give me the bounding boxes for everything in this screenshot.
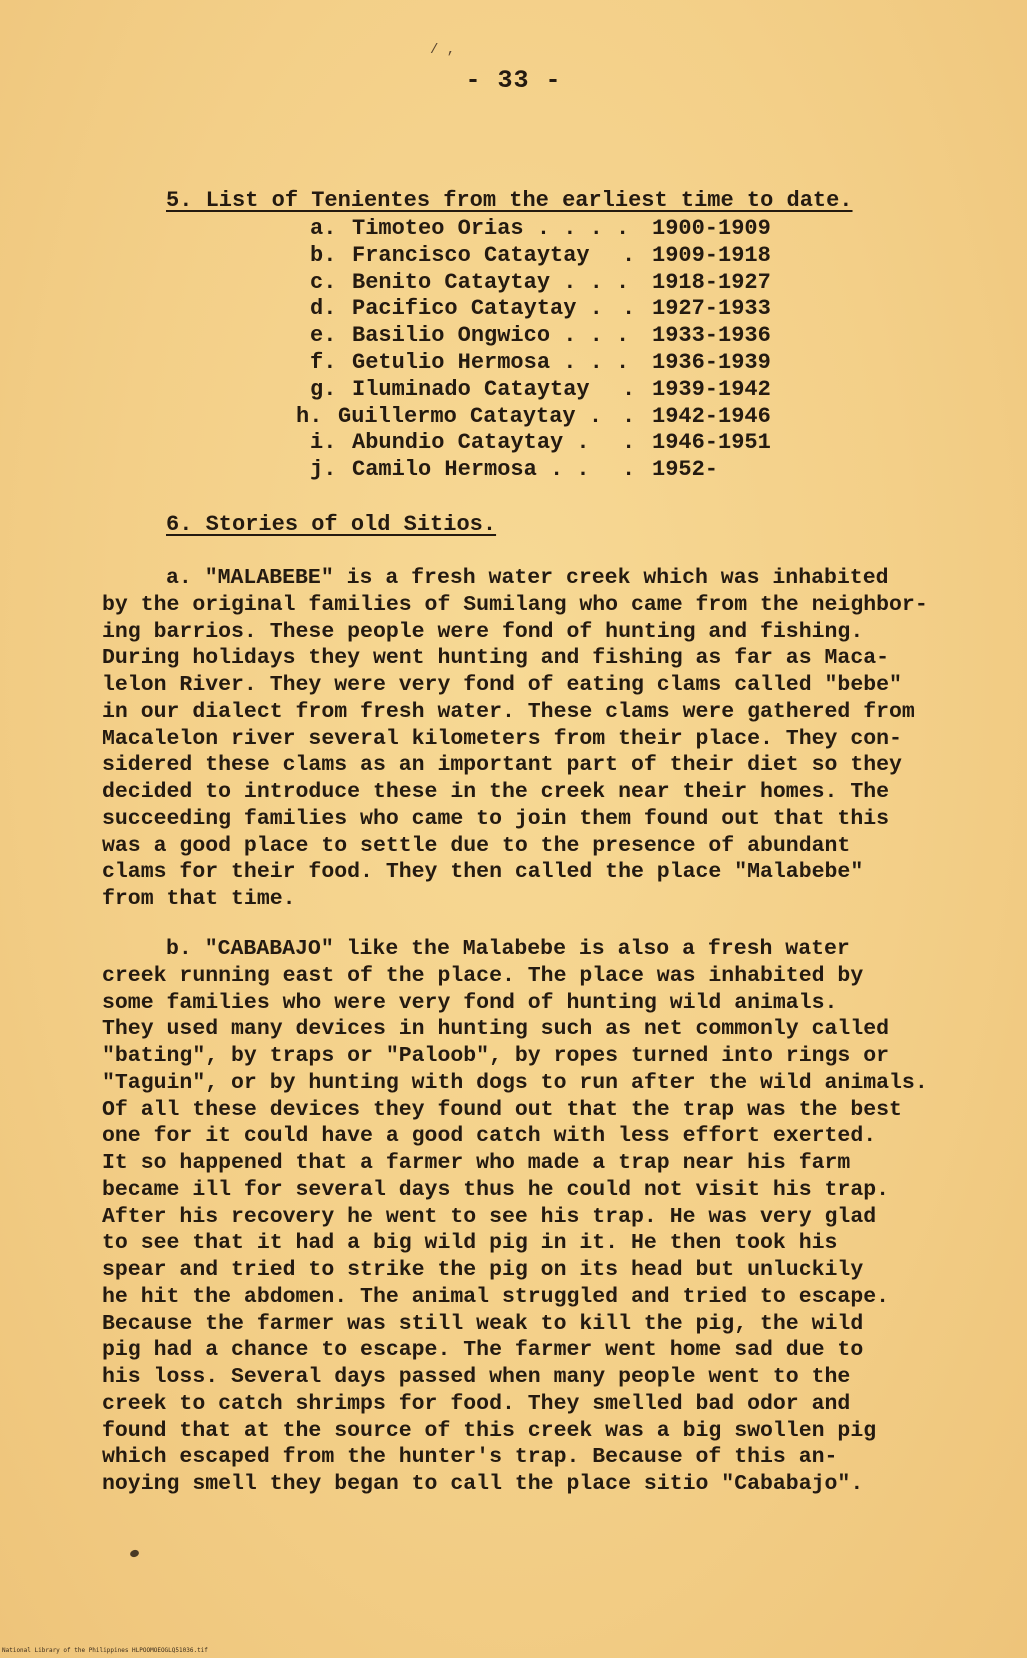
term-years: 1933-1936	[652, 323, 771, 349]
item-letter: e.	[310, 323, 337, 349]
leader-dot	[622, 270, 652, 297]
story-line: to see that it had a big wild pig in it. He then took his	[102, 1231, 838, 1256]
term-years: 1952-	[652, 457, 719, 483]
story-line: "Taguin", or by hunting with dogs to run after the wild animals.	[102, 1070, 928, 1095]
item-letter: d.	[310, 296, 337, 322]
list-item	[310, 350, 771, 377]
story-line: from that time.	[102, 887, 296, 911]
story-line: ing barrios. These people were fond of hunting and fishing.	[102, 619, 864, 644]
section-5-heading: 5. List of Tenientes from the earliest time to date.	[166, 188, 853, 213]
list-item	[310, 216, 771, 243]
item-letter: j.	[310, 457, 337, 483]
item-letter: b.	[310, 242, 337, 268]
item-letter: g.	[310, 376, 337, 402]
list-item	[310, 430, 771, 457]
story-malabebe	[102, 565, 928, 913]
leader-dot	[622, 323, 652, 350]
leader-dot: .	[622, 430, 636, 456]
term-years: 1939-1942	[652, 376, 771, 402]
leader-dot	[622, 216, 652, 243]
story-line: It so happened that a farmer who made a trap near his farm	[102, 1151, 851, 1175]
teniente-name: Iluminado Cataytay	[352, 376, 590, 402]
teniente-name: Guillermo Cataytay .	[338, 403, 603, 429]
story-line: noying smell they began to call the place sitio "Cababajo".	[102, 1472, 864, 1496]
teniente-name: Basilio Ongwico . . .	[352, 323, 630, 349]
ink-blot	[129, 1549, 140, 1559]
story-line: some families who were very fond of hunting wild animals.	[102, 990, 838, 1015]
list-item	[310, 243, 771, 270]
teniente-name: Francisco Cataytay	[352, 242, 590, 268]
list-item	[310, 296, 771, 323]
scan-footer: National Library of the Philippines HLPOOMOEOGLQ51036.tif	[2, 1647, 208, 1654]
leader-dot: .	[622, 242, 636, 268]
item-letter: c.	[310, 269, 337, 295]
leader-dot: .	[622, 296, 636, 322]
item-letter: a.	[310, 216, 337, 241]
story-line: After his recovery he went to see his trap. He was very glad	[102, 1204, 877, 1229]
story-cababajo	[102, 936, 928, 1498]
leader-dot: .	[622, 457, 636, 483]
story-line: he hit the abdomen. The animal struggled and tried to escape.	[102, 1284, 890, 1309]
term-years: 1927-1933	[652, 296, 771, 322]
teniente-name: Abundio Cataytay .	[352, 430, 590, 456]
story-line: During holidays they went hunting and fishing as far as Maca-	[102, 646, 890, 671]
story-line: Of all these devices they found out that the trap was the best	[102, 1097, 902, 1122]
page-number: - 33 -	[465, 66, 562, 95]
story-line: Because the farmer was still weak to kill the pig, the wild	[102, 1311, 864, 1336]
term-years: 1900-1909	[652, 216, 771, 241]
story-line: sidered these clams as an important part of their diet so they	[102, 753, 902, 778]
list-item	[310, 270, 771, 297]
story-line: became ill for several days thus he could not visit his trap.	[102, 1177, 890, 1202]
story-line: which escaped from the hunter's trap. Because of this an-	[102, 1445, 838, 1470]
item-letter: f.	[310, 349, 337, 375]
story-line	[102, 565, 928, 592]
story-line: Macalelon river several kilometers from their place. They con-	[102, 726, 902, 751]
story-line: spear and tried to strike the pig on its head but unluckily	[102, 1258, 864, 1282]
leader-dot: .	[622, 376, 636, 402]
item-letter: h.	[296, 403, 323, 429]
story-line: creek to catch shrimps for food. They smelled bad odor and	[102, 1391, 851, 1416]
story-line: his loss. Several days passed when many people went to the	[102, 1365, 851, 1389]
story-line: found that at the source of this creek was a big swollen pig	[102, 1418, 877, 1443]
teniente-list	[296, 216, 771, 484]
list-item	[310, 323, 771, 350]
story-line: succeeding families who came to join them found out that this	[102, 806, 890, 831]
pencil-marks: / ,	[430, 42, 456, 58]
term-years: 1946-1951	[652, 430, 771, 456]
story-line	[102, 936, 928, 963]
list-item	[296, 403, 771, 431]
story-line: one for it could have a good catch with less effort exerted.	[102, 1124, 877, 1149]
teniente-name: Pacifico Cataytay .	[352, 296, 603, 322]
story-line: lelon River. They were very fond of eating clams called "bebe"	[102, 673, 902, 697]
list-item	[310, 457, 771, 484]
item-letter: i.	[310, 430, 337, 456]
section-6-heading: 6. Stories of old Sitios.	[166, 512, 497, 537]
story-line: decided to introduce these in the creek near their homes. The	[102, 780, 890, 804]
story-line-text: b. "CABABAJO" like the Malabebe is also a fresh water	[166, 937, 850, 961]
teniente-name: Timoteo Orias . . . .	[352, 216, 630, 241]
teniente-name: Getulio Hermosa . . .	[352, 349, 630, 375]
teniente-name: Camilo Hermosa . .	[352, 457, 590, 483]
story-line: in our dialect from fresh water. These clams were gathered from	[102, 699, 915, 724]
story-line: creek running east of the place. The place was inhabited by	[102, 963, 864, 988]
story-line: was a good place to settle due to the presence of abundant	[102, 833, 851, 858]
story-line: They used many devices in hunting such as net commonly called	[102, 1017, 890, 1042]
term-years: 1909-1918	[652, 242, 771, 268]
story-line-text: a. "MALABEBE" is a fresh water creek which was inhabited	[166, 566, 889, 590]
teniente-name: Benito Cataytay . . .	[352, 269, 630, 295]
story-line: pig had a chance to escape. The farmer went home sad due to	[102, 1338, 864, 1363]
story-line: "bating", by traps or "Paloob", by ropes turned into rings or	[102, 1044, 890, 1068]
list-item	[310, 377, 771, 404]
leader-dot	[622, 350, 652, 377]
story-line: clams for their food. They then called the place "Malabebe"	[102, 860, 864, 885]
term-years: 1918-1927	[652, 269, 771, 295]
term-years: 1942-1946	[652, 403, 771, 429]
leader-dot: .	[622, 403, 636, 429]
story-line: by the original families of Sumilang who came from the neighbor-	[102, 592, 928, 617]
term-years: 1936-1939	[652, 349, 771, 375]
